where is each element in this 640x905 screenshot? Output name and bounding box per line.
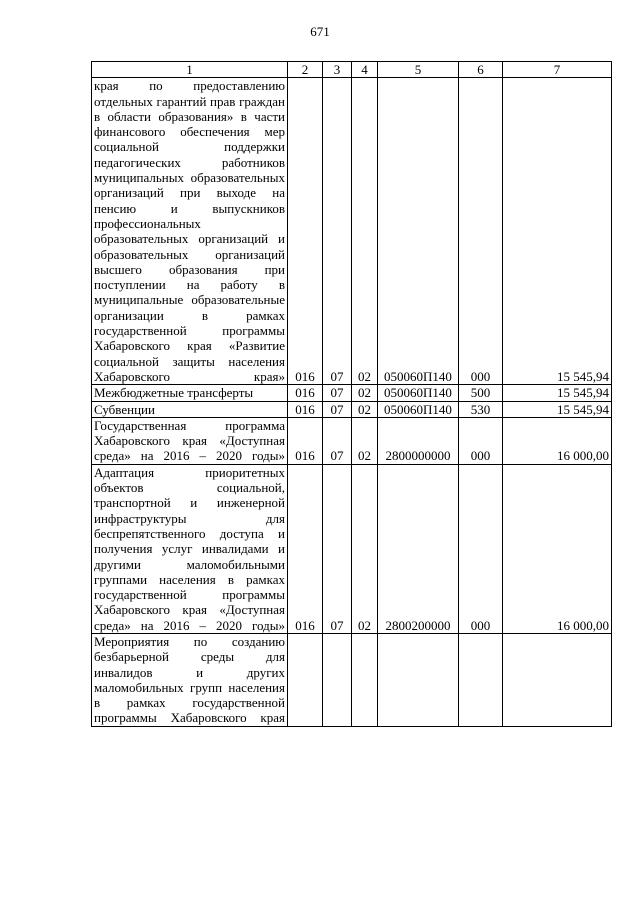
table-row bbox=[92, 464, 612, 633]
row-name: Межбюджетные трансферты bbox=[92, 385, 288, 401]
column-header-5: 5 bbox=[378, 62, 459, 78]
subsection-code: 02 bbox=[352, 78, 378, 385]
amount: 15 545,94 bbox=[503, 385, 612, 401]
section-code: 07 bbox=[323, 417, 352, 464]
expense-type-code bbox=[459, 633, 503, 726]
table-row bbox=[92, 78, 612, 385]
expense-type-code: 530 bbox=[459, 401, 503, 417]
table-row bbox=[92, 401, 612, 417]
ministry-code: 016 bbox=[288, 401, 323, 417]
subsection-code: 02 bbox=[352, 417, 378, 464]
subsection-code: 02 bbox=[352, 401, 378, 417]
section-code: 07 bbox=[323, 464, 352, 633]
ministry-code: 016 bbox=[288, 417, 323, 464]
subsection-code bbox=[352, 633, 378, 726]
target-article-code: 2800000000 bbox=[378, 417, 459, 464]
ministry-code bbox=[288, 633, 323, 726]
column-header-3: 3 bbox=[323, 62, 352, 78]
page-number: 671 bbox=[310, 24, 330, 39]
amount: 15 545,94 bbox=[503, 78, 612, 385]
column-header-2: 2 bbox=[288, 62, 323, 78]
ministry-code: 016 bbox=[288, 78, 323, 385]
target-article-code: 050060П140 bbox=[378, 385, 459, 401]
table-row bbox=[92, 417, 612, 464]
subsection-code: 02 bbox=[352, 464, 378, 633]
amount bbox=[503, 633, 612, 726]
section-code: 07 bbox=[323, 78, 352, 385]
target-article-code: 2800200000 bbox=[378, 464, 459, 633]
expense-type-code: 000 bbox=[459, 464, 503, 633]
expense-type-code: 000 bbox=[459, 78, 503, 385]
row-name: Адаптация приоритетных объектов социальной, транспортной и инженерной инфраструктуры для беспрепятственного доступа и получения услуг инвалидами и другими маломобильными группами населения в рамках государственной программы Хабаровского края «Доступная среда» на 2016 – 2020 годы» bbox=[92, 464, 288, 633]
ministry-code: 016 bbox=[288, 464, 323, 633]
table-row bbox=[92, 633, 612, 726]
row-name: Государственная программа Хабаровского края «Доступная среда» на 2016 – 2020 годы» bbox=[92, 417, 288, 464]
column-header-6: 6 bbox=[459, 62, 503, 78]
section-code: 07 bbox=[323, 385, 352, 401]
header-row bbox=[92, 62, 612, 78]
column-header-4: 4 bbox=[352, 62, 378, 78]
column-header-7: 7 bbox=[503, 62, 612, 78]
target-article-code: 050060П140 bbox=[378, 401, 459, 417]
table-row bbox=[92, 385, 612, 401]
target-article-code bbox=[378, 633, 459, 726]
budget-table bbox=[91, 61, 612, 727]
expense-type-code: 500 bbox=[459, 385, 503, 401]
amount: 15 545,94 bbox=[503, 401, 612, 417]
section-code bbox=[323, 633, 352, 726]
expense-type-code: 000 bbox=[459, 417, 503, 464]
ministry-code: 016 bbox=[288, 385, 323, 401]
row-name: края по предоставлению отдельных гарантий прав граждан в области образования» в части финансового обеспечения мер социальной поддержки педагогических работников муниципальных образовательных организаций при выходе на пенсию и выпускников профессиональных образовательных организаций и образовательных организаций высшего образования при поступлении на работу в муниципальные образовательные организации в рамках государственной программы Хабаровского края «Развитие социальной защиты населения Хабаровского края» bbox=[92, 78, 288, 385]
target-article-code: 050060П140 bbox=[378, 78, 459, 385]
column-header-1: 1 bbox=[92, 62, 288, 78]
amount: 16 000,00 bbox=[503, 464, 612, 633]
row-name: Мероприятия по созданию безбарьерной среды для инвалидов и других маломобильных групп населения в рамках государственной программы Хабаровского края bbox=[92, 633, 288, 726]
subsection-code: 02 bbox=[352, 385, 378, 401]
row-name: Субвенции bbox=[92, 401, 288, 417]
amount: 16 000,00 bbox=[503, 417, 612, 464]
section-code: 07 bbox=[323, 401, 352, 417]
